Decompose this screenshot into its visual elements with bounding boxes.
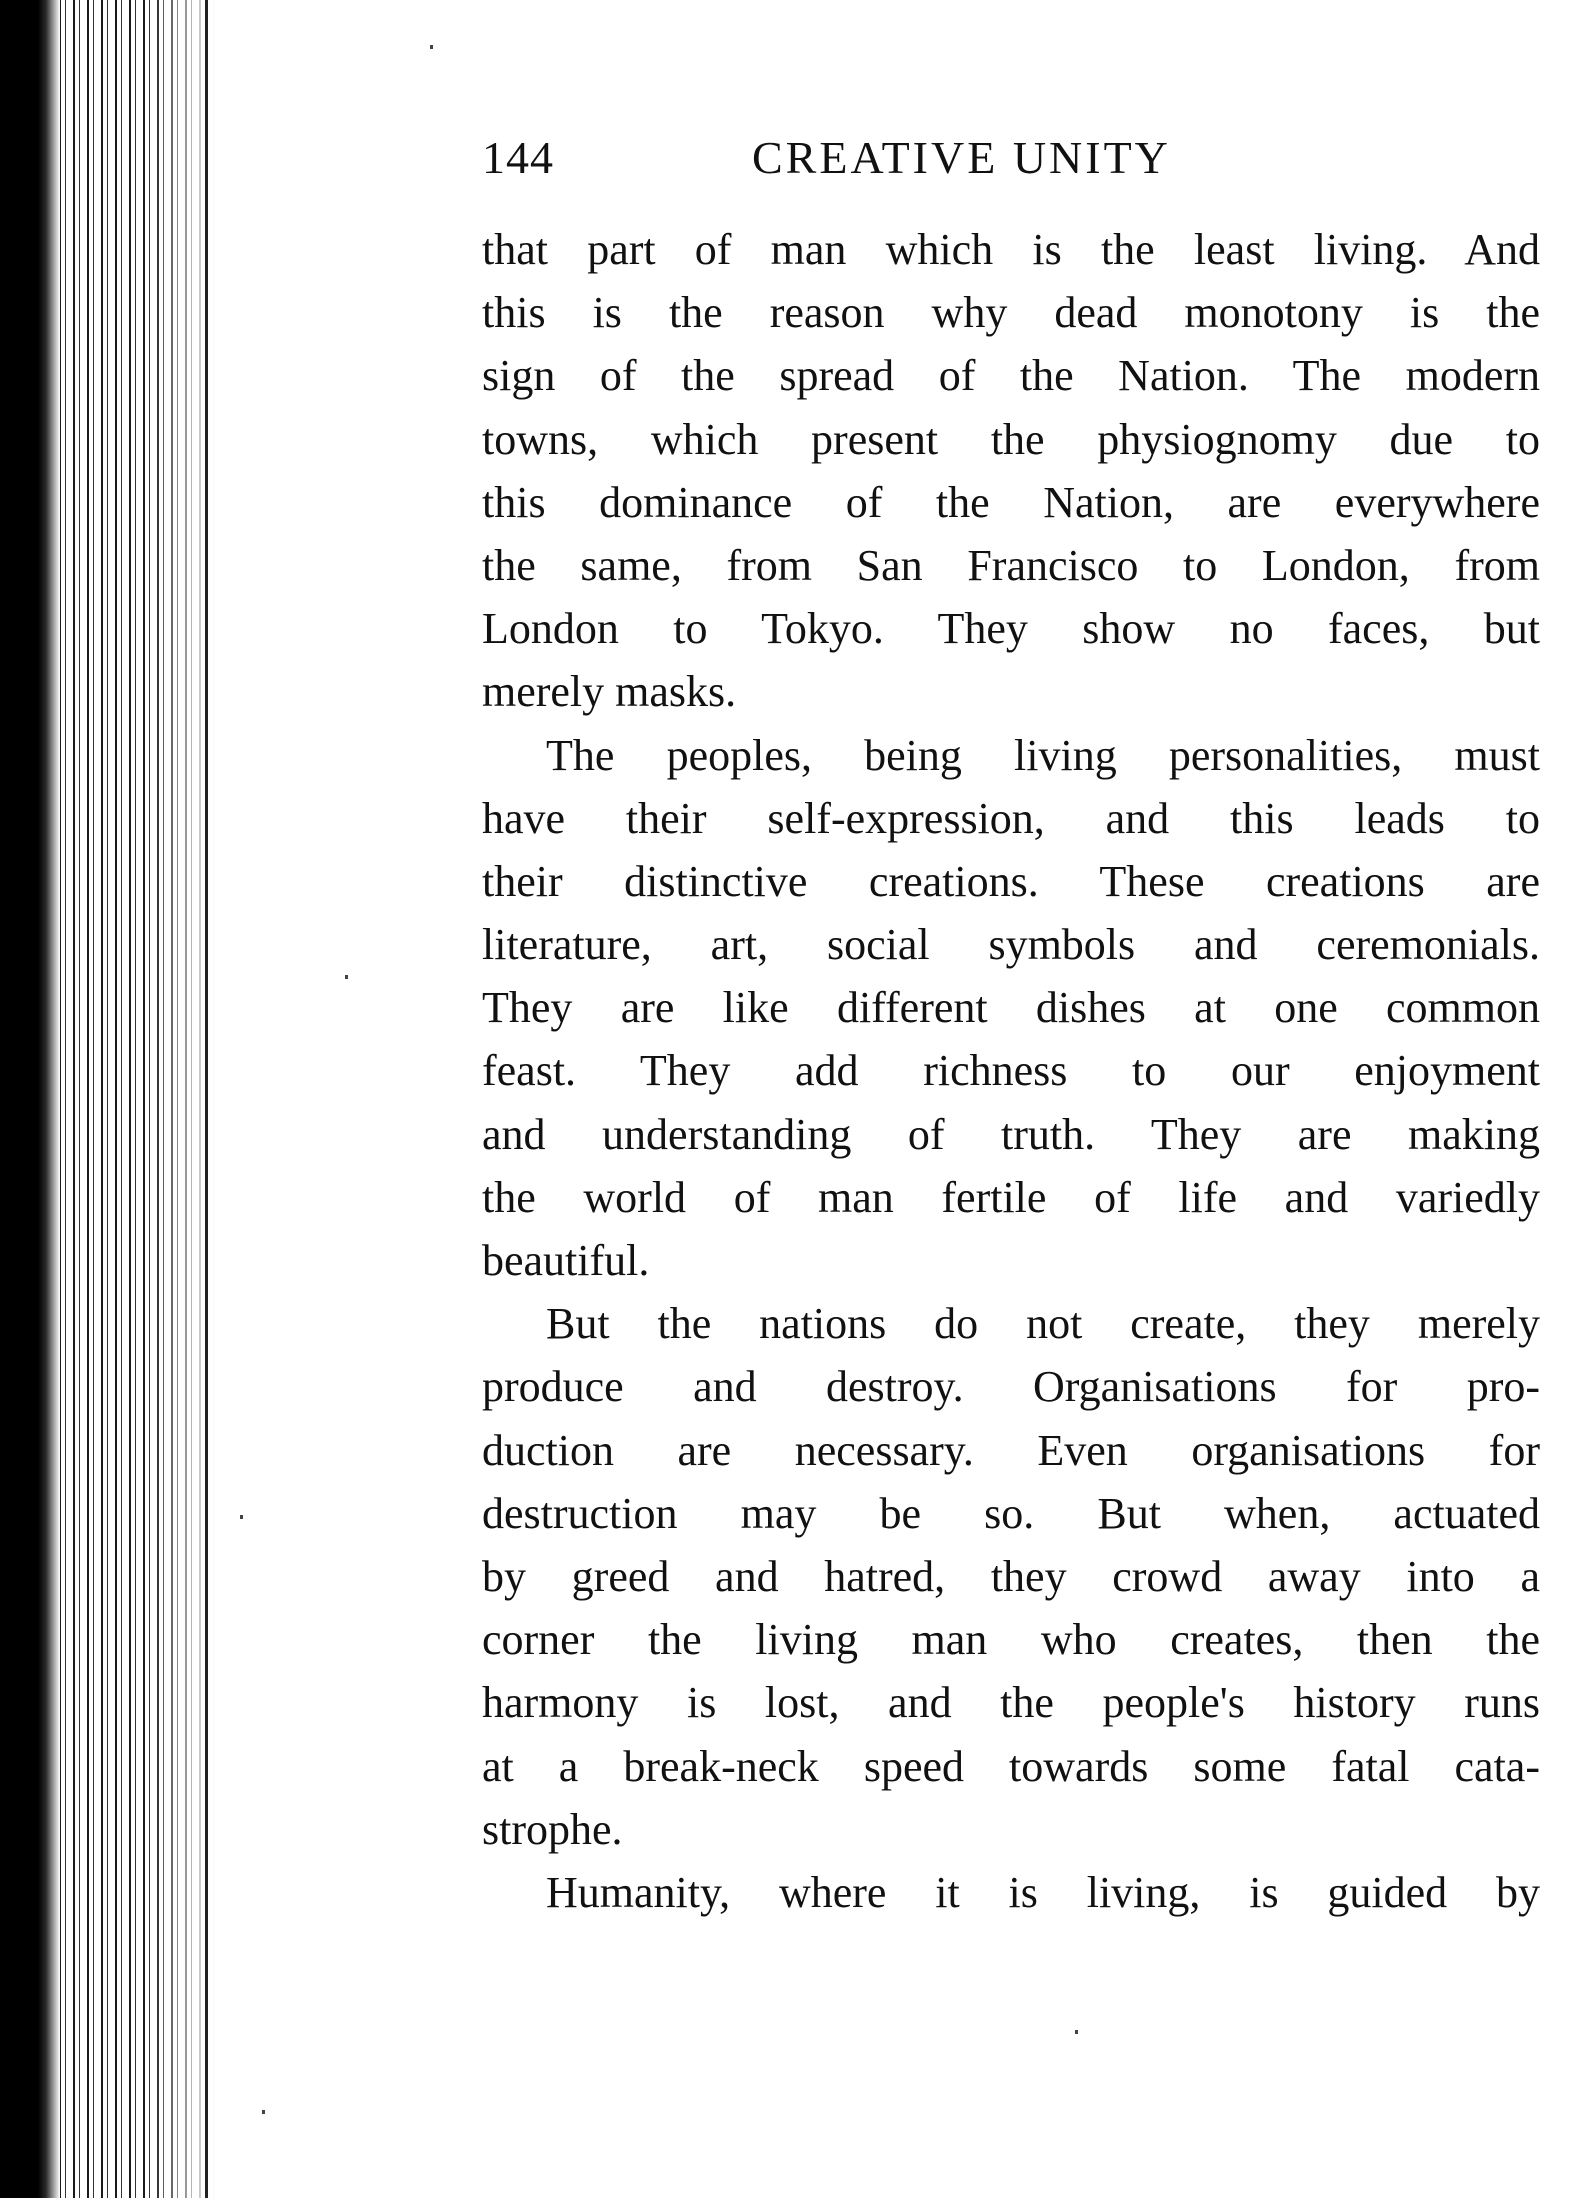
paragraph-first-line: But the nations do not create, they merely: [546, 1299, 1540, 1349]
paragraph-first-line: Humanity, where it is living, is guided by: [546, 1867, 1540, 1917]
text-line: this dominance of the Nation, are everywhere: [482, 477, 1540, 527]
text-line: produce and destroy. Organisations for pro-: [482, 1362, 1540, 1412]
text-line: merely masks.: [482, 667, 737, 717]
text-line: at a break-neck speed towards some fatal cata-: [482, 1741, 1540, 1791]
paragraph-first-line: The peoples, being living personalities, must: [546, 730, 1540, 780]
text-line: the same, from San Francisco to London, from: [482, 540, 1540, 590]
text-line: sign of the spread of the Nation. The modern: [482, 351, 1540, 401]
text-line: their distinctive creations. These creations are: [482, 856, 1540, 906]
text-line: duction are necessary. Even organisations for: [482, 1425, 1540, 1475]
binding-shadow: [0, 0, 60, 2198]
page-header: [482, 128, 1542, 188]
scan-speck: [430, 45, 433, 49]
text-line: destruction may be so. But when, actuated: [482, 1488, 1540, 1538]
text-line: harmony is lost, and the people's history runs: [482, 1678, 1540, 1728]
text-line: beautiful.: [482, 1236, 650, 1285]
text-line: feast. They add richness to our enjoyment: [482, 1046, 1540, 1096]
text-line: They are like different dishes at one common: [482, 983, 1540, 1033]
text-line: London to Tokyo. They show no faces, but: [482, 604, 1540, 654]
scan-speck: [345, 975, 348, 979]
scan-speck: [262, 2110, 265, 2114]
page-number: 144: [482, 132, 554, 183]
text-line: have their self-expression, and this leads to: [482, 793, 1540, 843]
text-line: corner the living man who creates, then the: [482, 1615, 1540, 1665]
binding-edge-line: [205, 0, 208, 2198]
text-line: and understanding of truth. They are making: [482, 1109, 1540, 1159]
scan-speck: [240, 1515, 243, 1519]
text-line: by greed and hatred, they crowd away into a: [482, 1551, 1540, 1601]
text-line: strophe.: [482, 1804, 623, 1854]
text-line: towns, which present the physiognomy due to: [482, 414, 1540, 464]
text-line: this is the reason why dead monotony is the: [482, 288, 1540, 338]
running-head-title: CREATIVE UNITY: [752, 132, 1171, 183]
text-line: that part of man which is the least living. And: [482, 225, 1540, 274]
scan-speck: [1075, 2030, 1078, 2034]
body-text: [482, 218, 1540, 1924]
text-line: literature, art, social symbols and ceremonials.: [482, 920, 1540, 970]
text-line: the world of man fertile of life and variedly: [482, 1172, 1540, 1222]
